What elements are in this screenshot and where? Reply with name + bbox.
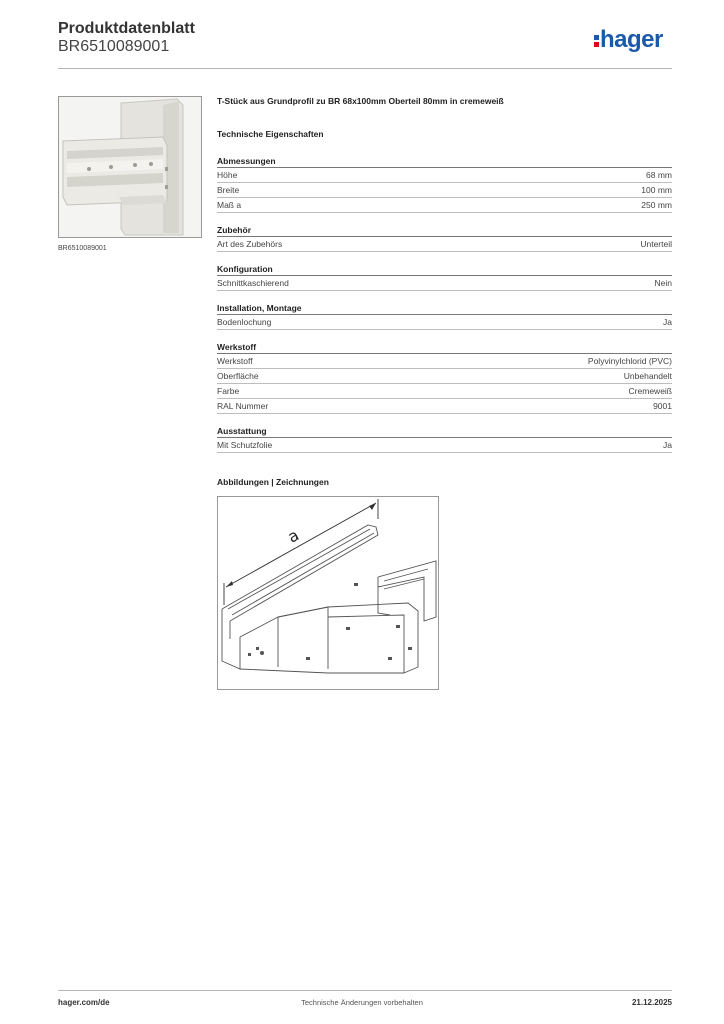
photo-caption: BR6510089001 [58,245,107,252]
property-label: Mit Schutzfolie [217,440,273,450]
group-title: Abmessungen [217,155,672,168]
group-title: Konfiguration [217,263,672,276]
property-group [217,263,672,291]
document-title: Produktdatenblatt [58,20,195,37]
property-row [217,384,672,399]
hager-logo [594,28,663,52]
property-value: 100 mm [641,185,672,195]
property-label: Schnittkaschierend [217,278,289,288]
section-heading: Technische Eigenschaften [217,129,324,139]
property-group [217,224,672,252]
property-row [217,168,672,183]
group-title: Installation, Montage [217,302,672,315]
dimension-label: a [284,525,303,547]
property-value: Ja [663,317,672,327]
property-value: Ja [663,440,672,450]
property-row [217,438,672,453]
property-label: Oberfläche [217,371,259,381]
property-group [217,155,672,213]
footer-disclaimer: Technische Änderungen vorbehalten [301,998,423,1007]
technical-drawing-icon [217,496,439,690]
property-label: Breite [217,185,240,195]
property-row [217,315,672,330]
footer-divider [58,990,672,991]
property-row [217,183,672,198]
property-value: Unbehandelt [623,371,672,381]
product-details [217,96,672,690]
property-row [217,276,672,291]
logo-dots-icon [594,33,599,49]
footer-date: 21.12.2025 [631,998,672,1007]
property-row [217,237,672,252]
property-value: Nein [654,278,672,288]
footer-website-link[interactable]: hager.com/de [58,998,110,1007]
property-label: Bodenlochung [217,317,272,327]
property-group [217,341,672,414]
group-title: Ausstattung [217,425,672,438]
property-value: 68 mm [646,170,672,180]
property-group [217,425,672,453]
property-value: Cremeweiß [628,386,672,396]
property-label: Höhe [217,170,238,180]
product-title: T-Stück aus Grundprofil zu BR 68x100mm Oberteil 80mm in cremeweiß [217,96,504,106]
property-value: 9001 [653,401,672,411]
article-number: BR6510089001 [58,38,170,55]
property-label: Art des Zubehörs [217,239,283,249]
group-title: Werkstoff [217,341,672,354]
property-row [217,354,672,369]
property-value: Polyvinylchlorid (PVC) [587,356,672,366]
property-label: Maß a [217,200,242,210]
header-divider [58,68,672,69]
group-title: Zubehör [217,224,672,237]
product-photo-icon [58,96,202,238]
property-label: Farbe [217,386,240,396]
property-label: RAL Nummer [217,401,269,411]
property-value: 250 mm [641,200,672,210]
property-value: Unterteil [640,239,672,249]
property-group [217,302,672,330]
property-row [217,198,672,213]
figures-heading: Abbildungen | Zeichnungen [217,477,329,487]
property-label: Werkstoff [217,356,253,366]
property-row [217,369,672,384]
logo-text: hager [600,26,663,53]
property-row [217,399,672,414]
